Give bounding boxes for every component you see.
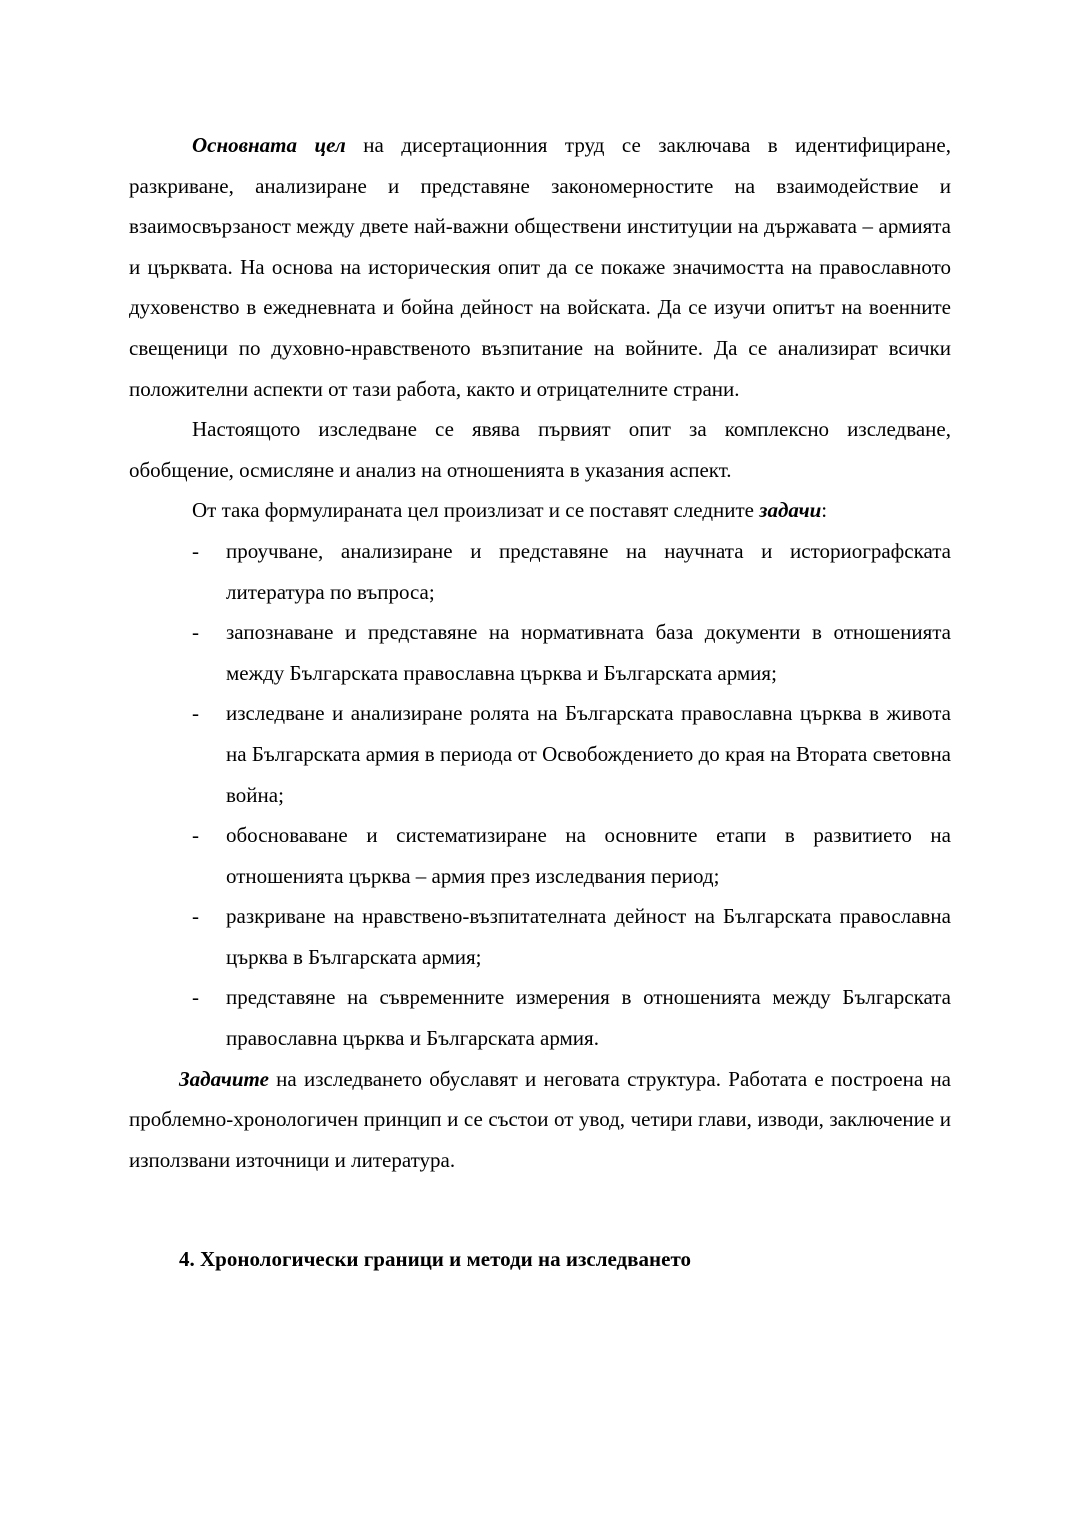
document-page bbox=[129, 125, 951, 1280]
task-text: разкриване на нравствено-възпитателната дейност на Българската православна църква в Българската армия; bbox=[226, 904, 951, 969]
tasks-intro bbox=[192, 490, 951, 531]
goal-text: на дисертационния труд се заключава в идентифициране, разкриване, анализиране и представяне закономерностите на взаимодействие и взаимосвързаност между двете най-важни обществени институции на държавата – армията и църквата. На основа на историческия опит да се покаже значимостта на православното духовенство в ежедневната и бойна дейност на войската. Да се изучи опитът на военните свещеници по духовно-нравственото възпитание на войните. Да се анализират всички положителни аспекти от тази работа, както и отрицателните страни. bbox=[129, 133, 951, 401]
structure-lead: Задачите bbox=[179, 1066, 269, 1091]
task-text: проучване, анализиране и представяне на научната и историографската литература по въпроса; bbox=[226, 538, 951, 604]
task-text: обосноваване и систематизиране на основните етапи в развитието на отношенията църква – армия през изследвания период; bbox=[226, 823, 951, 888]
task-item bbox=[129, 612, 951, 693]
novelty-paragraph: Настоящото изследване се явява първият опит за комплексно изследване, обобщение, осмисляне и анализ на отношенията в указания аспект. bbox=[129, 417, 951, 482]
list-dash: - bbox=[192, 904, 199, 929]
goal-lead: Основната цел bbox=[192, 133, 346, 157]
task-text: запознаване и представяне на нормативната база документи в отношенията между Българската православна църква и Българската армия; bbox=[226, 620, 951, 685]
task-text: изследване и анализиране ролята на Българската православна църква в живота на Българската армия в периода от Освобождението до края на Втората световна война; bbox=[226, 701, 951, 807]
task-text: представяне на съвременните измерения в отношенията между Българската православна църква и Българската армия. bbox=[226, 985, 951, 1051]
tasks-list bbox=[129, 531, 951, 1059]
list-dash: - bbox=[192, 620, 199, 645]
task-item bbox=[129, 531, 951, 612]
list-dash: - bbox=[192, 823, 199, 848]
list-dash: - bbox=[192, 701, 199, 726]
tasks-intro-emphasis: задачи bbox=[759, 498, 822, 523]
task-item bbox=[129, 896, 951, 977]
tasks-intro-text: От така формулираната цел произлизат и се поставят следните bbox=[192, 498, 760, 523]
task-item bbox=[129, 815, 951, 896]
list-dash: - bbox=[192, 985, 199, 1010]
task-item bbox=[129, 977, 951, 1058]
goal-paragraph bbox=[129, 125, 951, 409]
list-dash: - bbox=[192, 538, 199, 563]
structure-text: на изследването обуславят и неговата структура. Работата е построена на проблемно-хронологичен принцип и се състои от увод, четири глави, изводи, заключение и използвани източници и литература. bbox=[129, 1066, 951, 1172]
task-item bbox=[129, 693, 951, 815]
structure-paragraph bbox=[129, 1059, 951, 1181]
section-heading: 4. Хронологически граници и методи на изследването bbox=[179, 1247, 691, 1272]
tasks-intro-colon: : bbox=[821, 498, 828, 523]
